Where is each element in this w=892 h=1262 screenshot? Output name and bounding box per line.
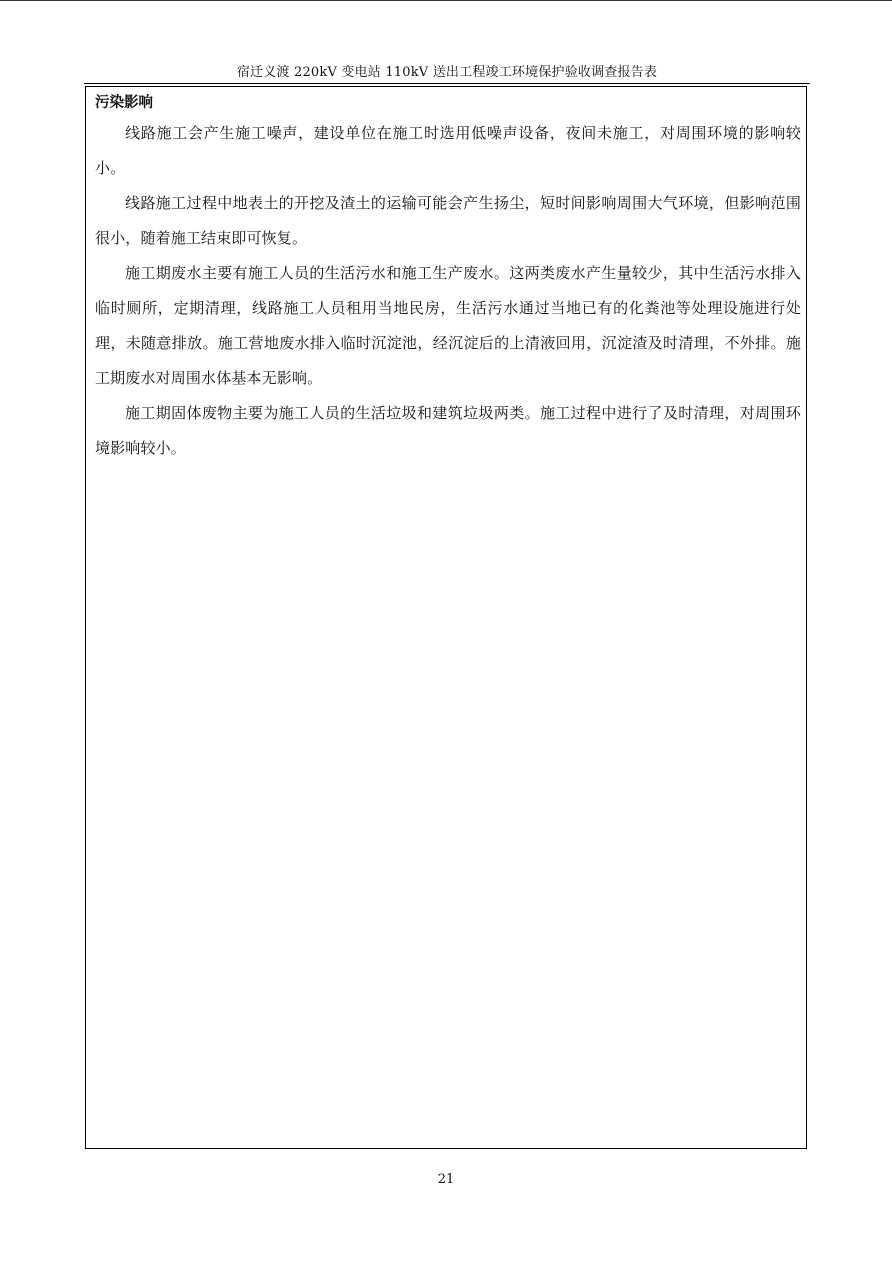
paragraph-dust: 线路施工过程中地表土的开挖及渣土的运输可能会产生扬尘，短时间影响周围大气环境，但影响范围很小，随着施工结束即可恢复。 bbox=[95, 194, 801, 247]
header-rule bbox=[84, 83, 810, 84]
paragraph-wastewater: 施工期废水主要有施工人员的生活污水和施工生产废水。这两类废水产生量较少，其中生活污水排入临时厕所，定期清理，线路施工人员租用当地民房，生活污水通过当地已有的化粪池等处理设施进行处理，未随意排放。施工营地废水排入临时沉淀池，经沉淀后的上清液回用，沉淀渣及时清理，不外排。施工期废水对周围水体基本无影响。 bbox=[95, 264, 801, 387]
paragraph-solid-waste: 施工期固体废物主要为施工人员的生活垃圾和建筑垃圾两类。施工过程中进行了及时清理，对周围环境影响较小。 bbox=[95, 404, 801, 457]
page-top-border bbox=[0, 0, 892, 1]
page-header-title: 宿迁义渡 220kV 变电站 110kV 送出工程竣工环境保护验收调查报告表 bbox=[236, 65, 658, 80]
content-cell bbox=[95, 93, 801, 466]
paragraph-noise: 线路施工会产生施工噪声，建设单位在施工时选用低噪声设备，夜间未施工，对周围环境的影响较小。 bbox=[95, 124, 801, 177]
section-title: 污染影响 bbox=[95, 95, 153, 111]
page-number: 21 bbox=[437, 1172, 455, 1187]
